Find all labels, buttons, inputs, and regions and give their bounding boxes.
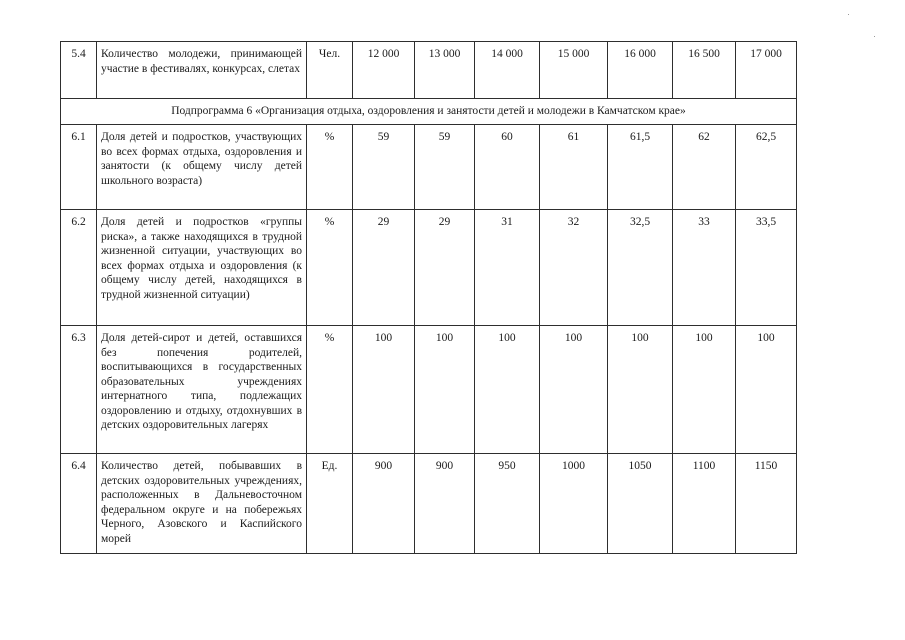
unit-cell: Чел. [307, 42, 353, 99]
subprogram-header-row [61, 99, 797, 125]
value-cell: 1150 [736, 454, 797, 554]
value-cell: 29 [415, 210, 475, 326]
table-row [61, 210, 797, 326]
unit-cell: % [307, 125, 353, 210]
row-number: 6.3 [61, 326, 97, 454]
table-row [61, 125, 797, 210]
value-cell: 100 [736, 326, 797, 454]
value-cell: 29 [353, 210, 415, 326]
value-cell: 59 [415, 125, 475, 210]
value-cell: 100 [475, 326, 540, 454]
value-cell: 62 [673, 125, 736, 210]
value-cell: 31 [475, 210, 540, 326]
value-cell: 15 000 [540, 42, 608, 99]
value-cell: 100 [540, 326, 608, 454]
scan-speck [874, 36, 875, 37]
value-cell: 950 [475, 454, 540, 554]
value-cell: 1050 [608, 454, 673, 554]
value-cell: 16 500 [673, 42, 736, 99]
row-number: 6.4 [61, 454, 97, 554]
value-cell: 100 [415, 326, 475, 454]
value-cell: 13 000 [415, 42, 475, 99]
value-cell: 61 [540, 125, 608, 210]
value-cell: 62,5 [736, 125, 797, 210]
value-cell: 1000 [540, 454, 608, 554]
indicators-table [60, 41, 797, 554]
value-cell: 12 000 [353, 42, 415, 99]
value-cell: 59 [353, 125, 415, 210]
value-cell: 1100 [673, 454, 736, 554]
unit-cell: % [307, 210, 353, 326]
indicator-description: Количество молодежи, принимающей участие в фестивалях, конкурсах, слетах [97, 42, 307, 99]
value-cell: 100 [673, 326, 736, 454]
subprogram-title: Подпрограмма 6 «Организация отдыха, оздоровления и занятости детей и молодежи в Камчатском крае» [61, 99, 797, 125]
indicator-description: Количество детей, побывавших в детских оздоровительных учреждениях, расположенных в Дальневосточном федеральном округе и на побережьях Черного, Азовского и Каспийского морей [97, 454, 307, 554]
row-number: 5.4 [61, 42, 97, 99]
value-cell: 16 000 [608, 42, 673, 99]
unit-cell: Ед. [307, 454, 353, 554]
value-cell: 32 [540, 210, 608, 326]
value-cell: 32,5 [608, 210, 673, 326]
row-number: 6.1 [61, 125, 97, 210]
indicator-description: Доля детей и подростков, участвующих во всех формах отдыха, оздоровления и занятости (к общему числу детей школьного возраста) [97, 125, 307, 210]
value-cell: 100 [608, 326, 673, 454]
table-row [61, 326, 797, 454]
scan-speck [848, 14, 849, 15]
table-row [61, 454, 797, 554]
value-cell: 100 [353, 326, 415, 454]
row-number: 6.2 [61, 210, 97, 326]
value-cell: 14 000 [475, 42, 540, 99]
indicator-description: Доля детей и подростков «группы риска», а также находящихся в трудной жизненной ситуации, участвующих во всех формах отдыха и оздоровления (к общему числу детей, находящихся в трудной жизненной ситуации) [97, 210, 307, 326]
table-row [61, 42, 797, 99]
value-cell: 900 [353, 454, 415, 554]
value-cell: 61,5 [608, 125, 673, 210]
value-cell: 900 [415, 454, 475, 554]
indicator-description: Доля детей-сирот и детей, оставшихся без попечения родителей, воспитывающихся в государственных образовательных учреждениях интернатного типа, подлежащих оздоровлению и отдыху, отдохнувших в детских оздоровительных лагерях [97, 326, 307, 454]
value-cell: 60 [475, 125, 540, 210]
value-cell: 33,5 [736, 210, 797, 326]
value-cell: 17 000 [736, 42, 797, 99]
unit-cell: % [307, 326, 353, 454]
value-cell: 33 [673, 210, 736, 326]
